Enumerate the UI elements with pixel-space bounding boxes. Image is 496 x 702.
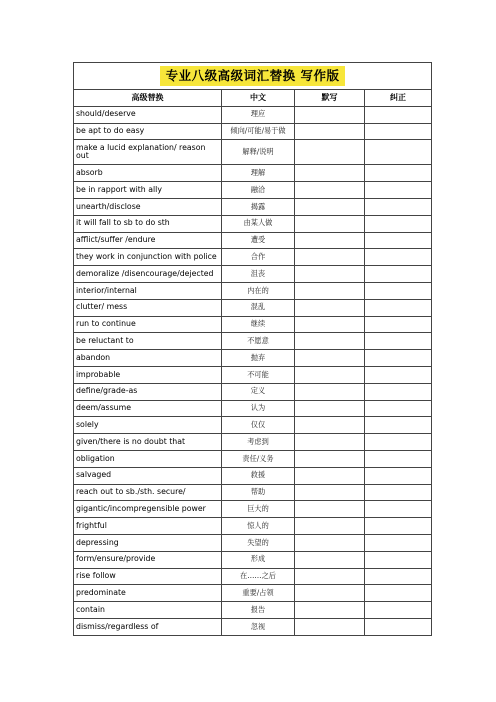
chinese-cell: 融洽 (222, 182, 295, 199)
english-cell: frightful (74, 518, 222, 535)
dictation-cell (295, 123, 365, 140)
table-row (74, 333, 432, 350)
english-cell: afflict/suffer /endure (74, 232, 222, 249)
chinese-cell: 沮丧 (222, 266, 295, 283)
english-cell: salvaged (74, 467, 222, 484)
correction-cell (365, 518, 432, 535)
chinese-cell: 在……之后 (222, 568, 295, 585)
dictation-cell (295, 350, 365, 367)
chinese-cell: 揭露 (222, 198, 295, 215)
english-cell: depressing (74, 534, 222, 551)
table-row (74, 316, 432, 333)
table-row (74, 417, 432, 434)
english-cell: run to continue (74, 316, 222, 333)
dictation-cell (295, 198, 365, 215)
column-header-chinese: 中文 (222, 90, 295, 107)
english-cell: make a lucid explanation/ reason out (74, 140, 222, 165)
dictation-cell (295, 232, 365, 249)
correction-cell (365, 417, 432, 434)
english-cell: be reluctant to (74, 333, 222, 350)
chinese-cell: 不愿意 (222, 333, 295, 350)
english-cell: contain (74, 602, 222, 619)
english-cell: gigantic/incompregensible power (74, 501, 222, 518)
dictation-cell (295, 383, 365, 400)
dictation-cell (295, 484, 365, 501)
chinese-cell: 失望的 (222, 534, 295, 551)
english-cell: predominate (74, 585, 222, 602)
chinese-cell: 形成 (222, 551, 295, 568)
english-cell: dismiss/regardless of (74, 618, 222, 635)
chinese-cell: 解释/说明 (222, 140, 295, 165)
column-header-dictation: 默写 (295, 90, 365, 107)
english-cell: clutter/ mess (74, 299, 222, 316)
english-cell: given/there is no doubt that (74, 434, 222, 451)
header-row (74, 90, 432, 107)
correction-cell (365, 383, 432, 400)
chinese-cell: 理应 (222, 106, 295, 123)
dictation-cell (295, 249, 365, 266)
english-cell: demoralize /disencourage/dejected (74, 266, 222, 283)
column-header-advanced: 高级替换 (74, 90, 222, 107)
chinese-cell: 由某人做 (222, 215, 295, 232)
dictation-cell (295, 266, 365, 283)
table-row (74, 123, 432, 140)
vocab-table (73, 62, 432, 636)
correction-cell (365, 198, 432, 215)
dictation-cell (295, 501, 365, 518)
english-cell: reach out to sb./sth. secure/ (74, 484, 222, 501)
correction-cell (365, 165, 432, 182)
correction-cell (365, 316, 432, 333)
chinese-cell: 定义 (222, 383, 295, 400)
correction-cell (365, 215, 432, 232)
correction-cell (365, 467, 432, 484)
english-cell: define/grade-as (74, 383, 222, 400)
dictation-cell (295, 140, 365, 165)
chinese-cell: 巨大的 (222, 501, 295, 518)
table-row (74, 618, 432, 635)
table-row (74, 140, 432, 165)
dictation-cell (295, 106, 365, 123)
chinese-cell: 理解 (222, 165, 295, 182)
correction-cell (365, 434, 432, 451)
chinese-cell: 认为 (222, 400, 295, 417)
table-row (74, 282, 432, 299)
dictation-cell (295, 417, 365, 434)
table-row (74, 299, 432, 316)
dictation-cell (295, 316, 365, 333)
english-cell: they work in conjunction with police (74, 249, 222, 266)
table-row (74, 232, 432, 249)
correction-cell (365, 249, 432, 266)
english-cell: solely (74, 417, 222, 434)
dictation-cell (295, 518, 365, 535)
english-cell: deem/assume (74, 400, 222, 417)
english-cell: should/deserve (74, 106, 222, 123)
table-row (74, 249, 432, 266)
english-cell: absorb (74, 165, 222, 182)
correction-cell (365, 232, 432, 249)
english-cell: rise follow (74, 568, 222, 585)
chinese-cell: 忽视 (222, 618, 295, 635)
correction-cell (365, 568, 432, 585)
table-row (74, 602, 432, 619)
correction-cell (365, 585, 432, 602)
chinese-cell: 重要/占领 (222, 585, 295, 602)
chinese-cell: 合作 (222, 249, 295, 266)
correction-cell (365, 551, 432, 568)
correction-cell (365, 400, 432, 417)
correction-cell (365, 350, 432, 367)
dictation-cell (295, 400, 365, 417)
title-row (74, 63, 432, 90)
table-row (74, 400, 432, 417)
table-row (74, 215, 432, 232)
chinese-cell: 报告 (222, 602, 295, 619)
table-row (74, 350, 432, 367)
table-row (74, 266, 432, 283)
table-row (74, 484, 432, 501)
correction-cell (365, 618, 432, 635)
dictation-cell (295, 366, 365, 383)
dictation-cell (295, 467, 365, 484)
correction-cell (365, 333, 432, 350)
dictation-cell (295, 585, 365, 602)
table-row (74, 534, 432, 551)
correction-cell (365, 282, 432, 299)
dictation-cell (295, 568, 365, 585)
correction-cell (365, 366, 432, 383)
correction-cell (365, 602, 432, 619)
table-row (74, 518, 432, 535)
table-row (74, 366, 432, 383)
dictation-cell (295, 299, 365, 316)
dictation-cell (295, 165, 365, 182)
table-row (74, 551, 432, 568)
chinese-cell: 混乱 (222, 299, 295, 316)
table-row (74, 450, 432, 467)
dictation-cell (295, 551, 365, 568)
chinese-cell: 内在的 (222, 282, 295, 299)
correction-cell (365, 501, 432, 518)
dictation-cell (295, 282, 365, 299)
correction-cell (365, 123, 432, 140)
correction-cell (365, 106, 432, 123)
chinese-cell: 遭受 (222, 232, 295, 249)
correction-cell (365, 140, 432, 165)
correction-cell (365, 484, 432, 501)
table-row (74, 198, 432, 215)
chinese-cell: 责任/义务 (222, 450, 295, 467)
english-cell: interior/internal (74, 282, 222, 299)
table-row (74, 383, 432, 400)
english-cell: form/ensure/provide (74, 551, 222, 568)
dictation-cell (295, 215, 365, 232)
table-row (74, 568, 432, 585)
chinese-cell: 继续 (222, 316, 295, 333)
table-row (74, 434, 432, 451)
chinese-cell: 惊人的 (222, 518, 295, 535)
english-cell: be in rapport with ally (74, 182, 222, 199)
page-title: 专业八级高级词汇替换 写作版 (160, 66, 346, 86)
column-header-correction: 纠正 (365, 90, 432, 107)
chinese-cell: 仅仅 (222, 417, 295, 434)
dictation-cell (295, 182, 365, 199)
table-row (74, 165, 432, 182)
table-row (74, 106, 432, 123)
english-cell: be apt to do easy (74, 123, 222, 140)
english-cell: unearth/disclose (74, 198, 222, 215)
chinese-cell: 考虑到 (222, 434, 295, 451)
english-cell: abandon (74, 350, 222, 367)
correction-cell (365, 266, 432, 283)
english-cell: obligation (74, 450, 222, 467)
chinese-cell: 不可能 (222, 366, 295, 383)
correction-cell (365, 534, 432, 551)
dictation-cell (295, 534, 365, 551)
dictation-cell (295, 450, 365, 467)
chinese-cell: 救援 (222, 467, 295, 484)
table-row (74, 585, 432, 602)
english-cell: it will fall to sb to do sth (74, 215, 222, 232)
correction-cell (365, 450, 432, 467)
correction-cell (365, 299, 432, 316)
table-row (74, 501, 432, 518)
table-row (74, 182, 432, 199)
correction-cell (365, 182, 432, 199)
chinese-cell: 帮助 (222, 484, 295, 501)
english-cell: improbable (74, 366, 222, 383)
title-cell (74, 63, 432, 90)
dictation-cell (295, 434, 365, 451)
chinese-cell: 倾向/可能/易于做 (222, 123, 295, 140)
dictation-cell (295, 602, 365, 619)
table-row (74, 467, 432, 484)
dictation-cell (295, 333, 365, 350)
chinese-cell: 抛弃 (222, 350, 295, 367)
dictation-cell (295, 618, 365, 635)
